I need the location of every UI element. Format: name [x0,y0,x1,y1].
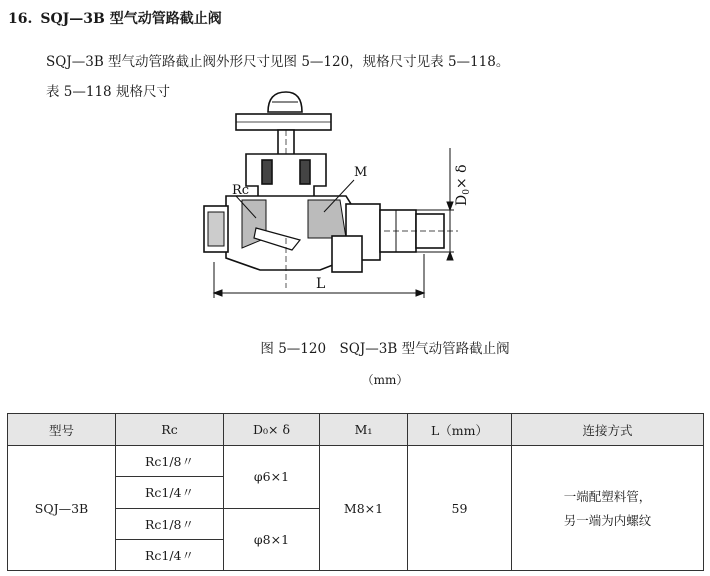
model-cell: SQJ—3B [8,446,116,571]
header-connection: 连接方式 [512,414,704,446]
table-caption: 表 5—118 规格尺寸 [46,84,170,100]
l-label: L [316,276,326,292]
section-heading [8,8,222,28]
rc-cell: Rc1/4〃 [116,539,224,570]
l-cell: 59 [408,446,512,571]
valve-drawing [196,88,486,308]
header-model: 型号 [8,414,116,446]
header-rc: Rc [116,414,224,446]
m-label: M [354,165,368,180]
section-title: SQJ—3B 型气动管路截止阀 [40,11,222,27]
rc-cell: Rc1/4〃 [116,477,224,508]
section-number: 16. [8,11,33,27]
figure-caption: 图 5—120 SQJ—3B 型气动管路截止阀 [260,341,510,357]
intro-paragraph: SQJ—3B 型气动管路截止阀外形尺寸见图 5—120，规格尺寸见表 5—118。 [46,54,510,70]
rc-label: Rc [232,183,250,198]
spec-table [7,413,704,571]
header-l: L（mm） [408,414,512,446]
table-header-row [8,414,704,446]
rc-cell: Rc1/8〃 [116,446,224,477]
d0-cell: φ6×1 [224,446,320,509]
header-d0-delta: D₀× δ [224,414,320,446]
connection-cell [512,446,704,571]
header-m1: M₁ [320,414,408,446]
unit-label: （mm） [361,373,409,387]
d0-delta-label: $D_0\times \delta$ [454,164,472,206]
d0-cell: φ8×1 [224,508,320,571]
table-row [8,446,704,477]
rc-cell: Rc1/8〃 [116,508,224,539]
connection-line-2: 另一端为内螺纹 [563,513,652,528]
m1-cell: M8×1 [320,446,408,571]
connection-line-1: 一端配塑料管， [563,489,652,504]
